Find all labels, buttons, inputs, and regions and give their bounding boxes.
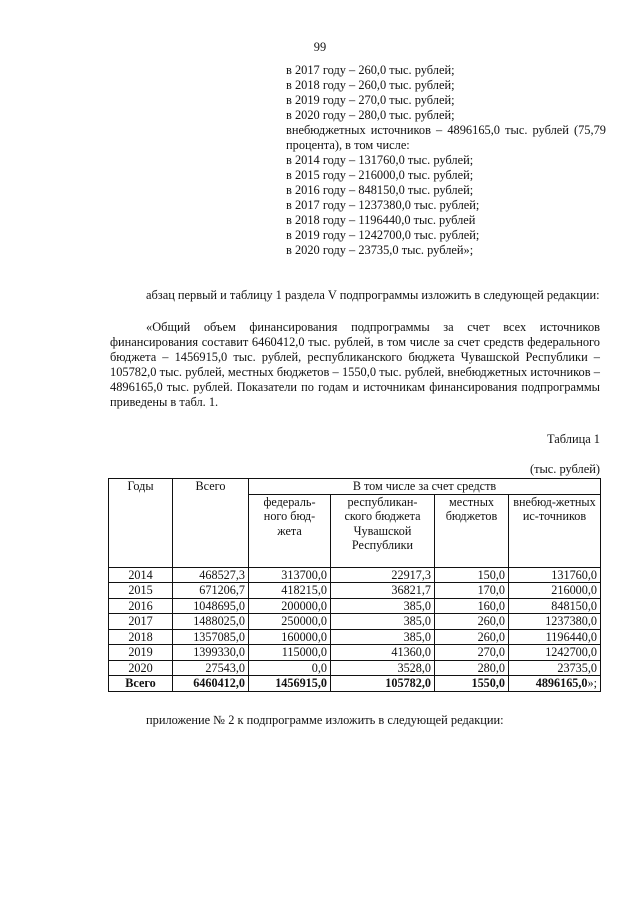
value-cell: 200000,0 — [249, 598, 331, 614]
value-cell: 313700,0 — [249, 567, 331, 583]
table-row — [109, 567, 601, 583]
list-line: в 2018 году – 260,0 тыс. рублей; — [286, 78, 455, 92]
value-cell: 1237380,0 — [509, 614, 601, 630]
list-line: внебюджетных источников – 4896165,0 тыс. рублей (75,79 процента), в том числе: — [286, 123, 606, 152]
year-cell: 2014 — [109, 567, 173, 583]
table-row — [109, 583, 601, 599]
year-cell: 2016 — [109, 598, 173, 614]
value-cell: 216000,0 — [509, 583, 601, 599]
table-body — [109, 567, 601, 676]
year-cell: 2019 — [109, 645, 173, 661]
table-row — [109, 645, 601, 661]
total-cell: 1456915,0 — [249, 676, 331, 692]
value-cell: 160000,0 — [249, 629, 331, 645]
value-cell: 1488025,0 — [173, 614, 249, 630]
list-line: в 2020 году – 23735,0 тыс. рублей»; — [286, 243, 474, 257]
value-cell: 848150,0 — [509, 598, 601, 614]
header-total: Всего — [173, 479, 249, 568]
value-cell: 260,0 — [435, 629, 509, 645]
header-years: Годы — [109, 479, 173, 568]
funding-list — [286, 63, 606, 258]
total-cell: 105782,0 — [331, 676, 435, 692]
list-line: в 2018 году – 1196440,0 тыс. рублей — [286, 213, 476, 227]
value-cell: 468527,3 — [173, 567, 249, 583]
value-cell: 22917,3 — [331, 567, 435, 583]
value-cell: 160,0 — [435, 598, 509, 614]
table-row — [109, 660, 601, 676]
total-cell: 1550,0 — [435, 676, 509, 692]
value-cell: 1357085,0 — [173, 629, 249, 645]
value-cell: 250000,0 — [249, 614, 331, 630]
value-cell: 150,0 — [435, 567, 509, 583]
list-line: в 2015 году – 216000,0 тыс. рублей; — [286, 168, 474, 182]
total-row — [109, 676, 601, 692]
header-local: местных бюджетов — [435, 494, 509, 567]
value-cell: 385,0 — [331, 629, 435, 645]
value-cell: 418215,0 — [249, 583, 331, 599]
header-federal: федераль-ного бюд-жета — [249, 494, 331, 567]
appendix-instruction: приложение № 2 к подпрограмме изложить в следующей редакции: — [146, 713, 504, 727]
amendment-paragraph: абзац первый и таблицу 1 раздела V подпрограммы изложить в следующей редакции: — [146, 288, 600, 302]
table-row — [109, 598, 601, 614]
value-cell: 385,0 — [331, 614, 435, 630]
total-cell: 6460412,0 — [173, 676, 249, 692]
value-cell: 1242700,0 — [509, 645, 601, 661]
list-line: в 2019 году – 270,0 тыс. рублей; — [286, 93, 455, 107]
value-cell: 131760,0 — [509, 567, 601, 583]
header-group: В том числе за счет средств — [249, 479, 601, 495]
value-cell: 1196440,0 — [509, 629, 601, 645]
value-cell: 41360,0 — [331, 645, 435, 661]
table-label: Таблица 1 — [547, 432, 600, 446]
value-cell: 1048695,0 — [173, 598, 249, 614]
list-line: в 2014 году – 131760,0 тыс. рублей; — [286, 153, 474, 167]
list-line: в 2020 году – 280,0 тыс. рублей; — [286, 108, 455, 122]
total-extra-value: 4896165,0 — [535, 676, 588, 690]
year-cell: 2017 — [109, 614, 173, 630]
value-cell: 115000,0 — [249, 645, 331, 661]
value-cell: 385,0 — [331, 598, 435, 614]
list-line: в 2017 году – 1237380,0 тыс. рублей; — [286, 198, 480, 212]
value-cell: 170,0 — [435, 583, 509, 599]
value-cell: 0,0 — [249, 660, 331, 676]
table-row — [109, 614, 601, 630]
list-line: в 2017 году – 260,0 тыс. рублей; — [286, 63, 455, 77]
financing-table — [108, 478, 601, 692]
value-cell: 270,0 — [435, 645, 509, 661]
value-cell: 260,0 — [435, 614, 509, 630]
value-cell: 27543,0 — [173, 660, 249, 676]
table-row — [109, 629, 601, 645]
closing-quote: »; — [587, 676, 597, 690]
year-cell: 2018 — [109, 629, 173, 645]
value-cell: 280,0 — [435, 660, 509, 676]
value-cell: 3528,0 — [331, 660, 435, 676]
year-cell: 2020 — [109, 660, 173, 676]
list-line: в 2016 году – 848150,0 тыс. рублей; — [286, 183, 474, 197]
financing-paragraph: «Общий объем финансирования подпрограммы за счет всех источников финансирования составит 6460412,0 тыс. рублей, в том числе за счет средств федерального бюджета – 1456915,0 тыс. рублей, республиканского бюджета Чувашской Республики – 105782,0 тыс. рублей, местных бюджетов – 1550,0 тыс. рублей, внебюджетных источников – 4896165,0 тыс. рублей. Показатели по годам и источникам финансирования подпрограммы приведены в табл. 1. — [110, 320, 600, 409]
page-number: 99 — [313, 40, 327, 54]
value-cell: 671206,7 — [173, 583, 249, 599]
value-cell: 23735,0 — [509, 660, 601, 676]
header-extra: внебюд-жетных ис-точников — [509, 494, 601, 567]
header-republic: республикан-ского бюджета Чувашской Республики — [331, 494, 435, 567]
table-units: (тыс. рублей) — [529, 462, 600, 476]
value-cell: 36821,7 — [331, 583, 435, 599]
list-line: в 2019 году – 1242700,0 тыс. рублей; — [286, 228, 480, 242]
total-label: Всего — [109, 676, 173, 692]
year-cell: 2015 — [109, 583, 173, 599]
value-cell: 1399330,0 — [173, 645, 249, 661]
total-cell — [509, 676, 601, 692]
